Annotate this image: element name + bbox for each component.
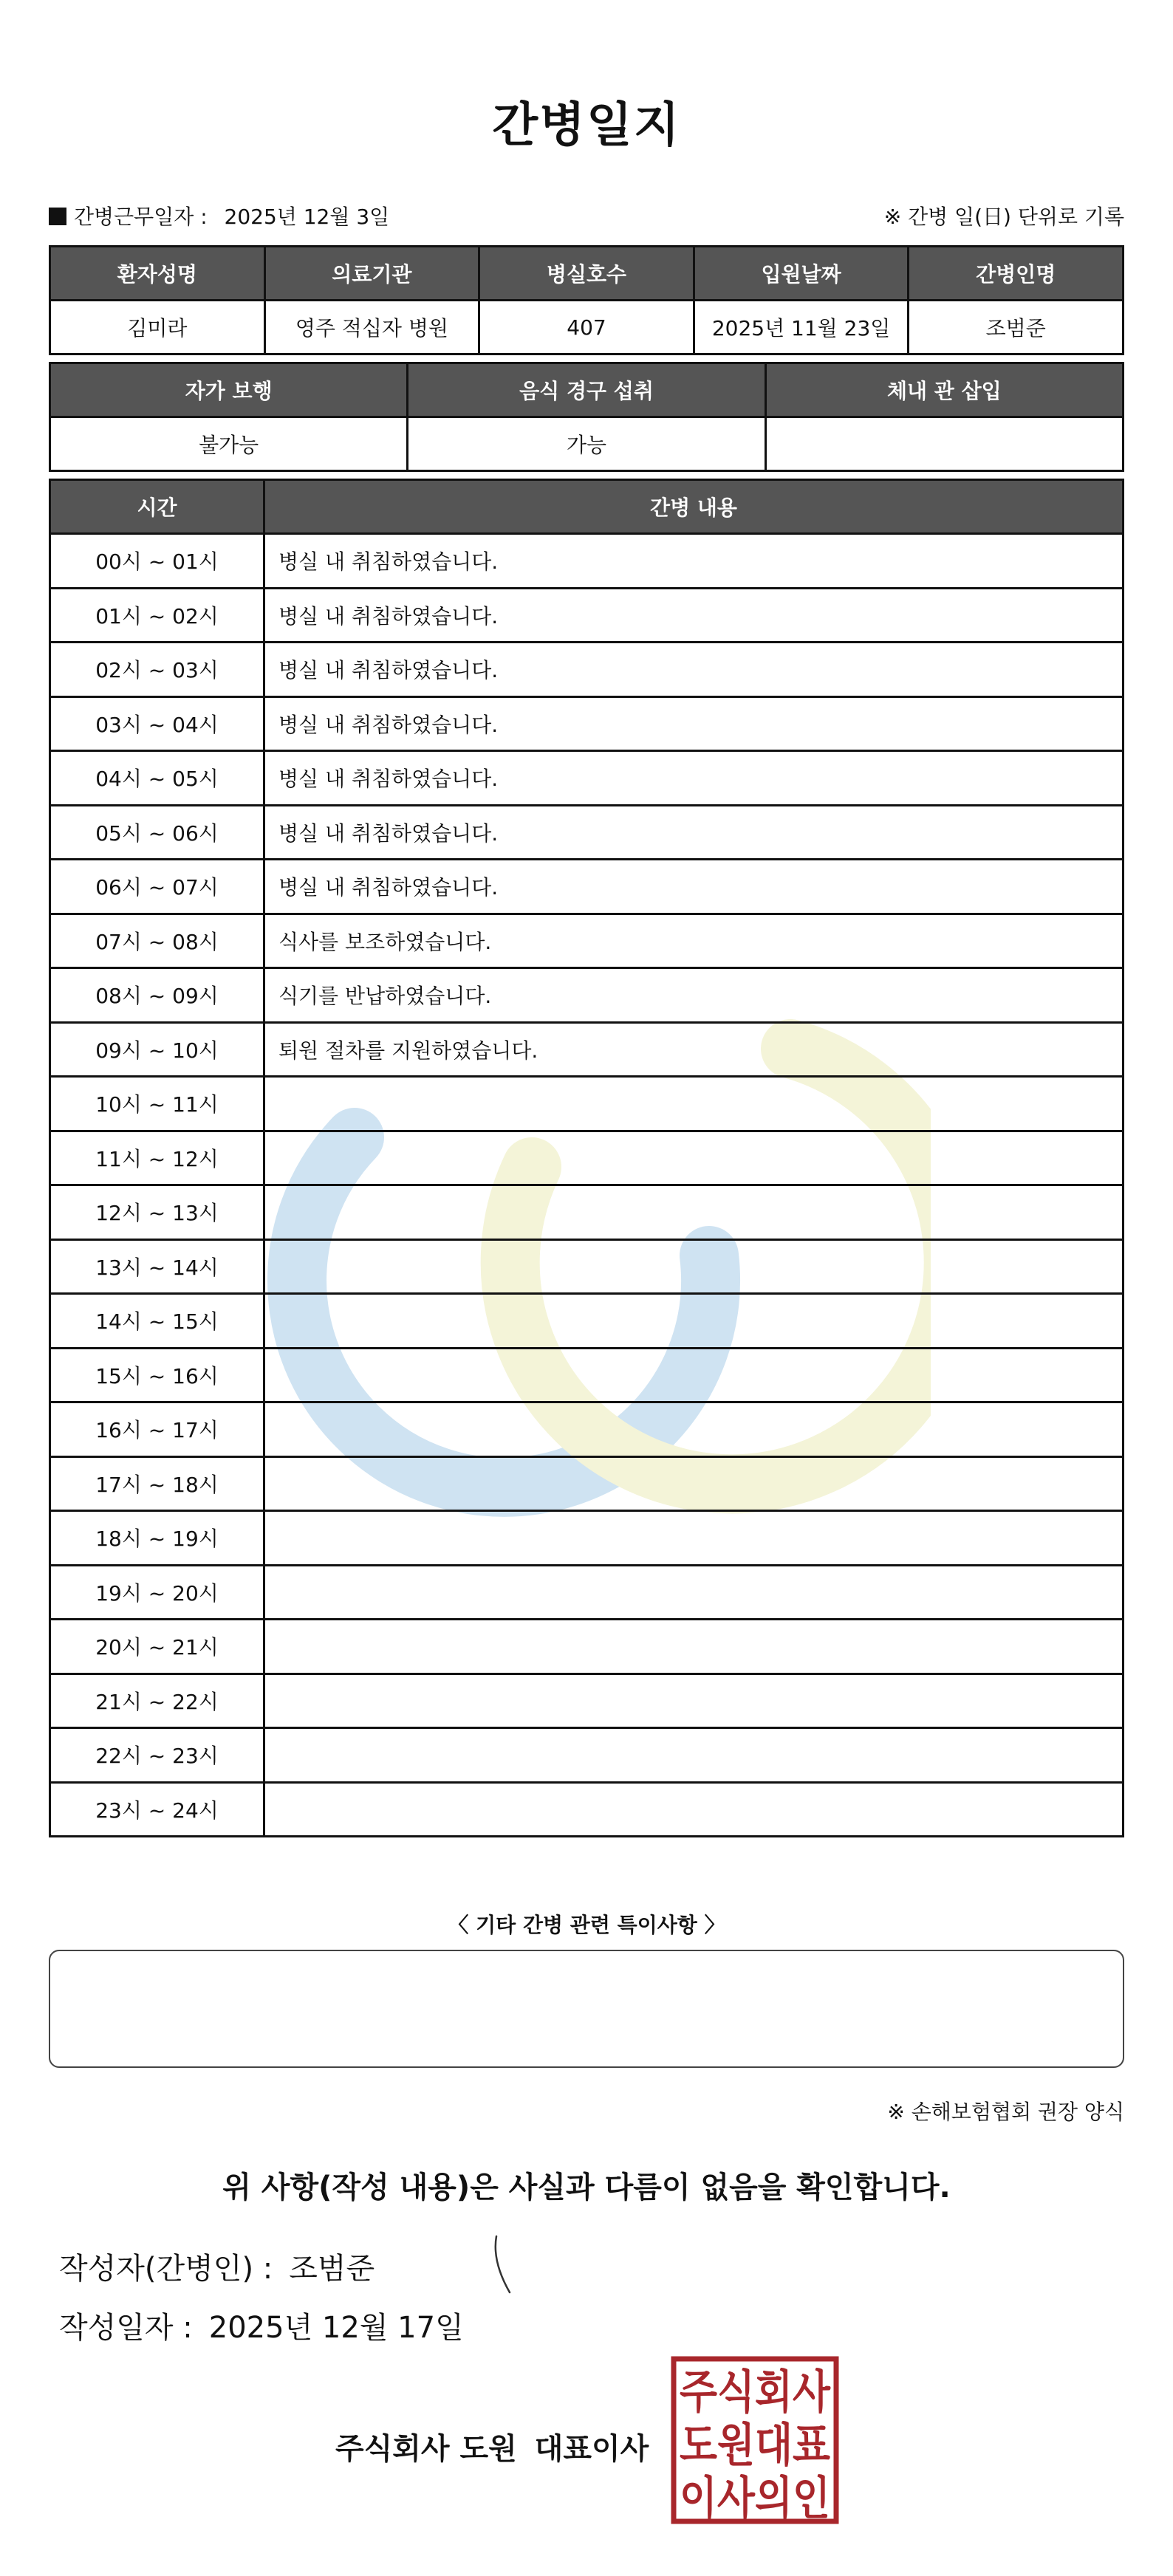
care-log-table [49, 479, 1124, 1837]
company-name: 주식회사 도원 [335, 2432, 517, 2466]
header-oral-intake: 음식 경구 섭취 [408, 363, 765, 417]
table-header-row [50, 363, 1124, 417]
care-content-cell[interactable] [264, 1782, 1124, 1837]
hospital-field[interactable]: 영주 적십자 병원 [264, 301, 479, 354]
care-content-cell[interactable] [264, 1565, 1124, 1620]
caregiver-name-field[interactable]: 조범준 [909, 301, 1124, 354]
table-row [50, 1511, 1124, 1566]
time-cell: 17시 ~ 18시 [50, 1456, 264, 1511]
oral-intake-field[interactable]: 가능 [408, 417, 765, 471]
table-row [50, 1185, 1124, 1240]
time-cell: 11시 ~ 12시 [50, 1131, 264, 1185]
writer-label: 작성자(간병인) : [59, 2252, 273, 2286]
table-row [50, 1131, 1124, 1185]
page-title: 간병일지 [492, 98, 681, 153]
header-admission-date: 입원날짜 [694, 247, 909, 301]
seal-line-2: 도원대표 [680, 2418, 831, 2472]
signature-mark [488, 2232, 517, 2298]
care-content-cell[interactable] [264, 1674, 1124, 1728]
time-cell: 05시 ~ 06시 [50, 805, 264, 860]
writer-line [59, 2245, 375, 2287]
special-notes-field[interactable] [49, 1950, 1124, 2068]
care-date-label: 간병근무일자 : [74, 205, 208, 229]
time-cell: 21시 ~ 22시 [50, 1674, 264, 1728]
care-content-cell[interactable] [264, 1239, 1124, 1294]
time-cell: 03시 ~ 04시 [50, 696, 264, 751]
care-content-cell[interactable]: 병실 내 취침하였습니다. [264, 643, 1124, 697]
header-hospital: 의료기관 [264, 247, 479, 301]
patient-status-table [49, 362, 1124, 472]
table-row [50, 417, 1124, 471]
table-row [50, 696, 1124, 751]
table-row [50, 1294, 1124, 1349]
header-room-number: 병실호수 [479, 247, 694, 301]
time-cell: 13시 ~ 14시 [50, 1239, 264, 1294]
recommendation-note: ※ 손해보험협회 권장 양식 [887, 2100, 1124, 2124]
table-row [50, 1782, 1124, 1837]
table-row [50, 860, 1124, 914]
time-cell: 14시 ~ 15시 [50, 1294, 264, 1349]
table-row [50, 1348, 1124, 1402]
time-cell: 09시 ~ 10시 [50, 1022, 264, 1077]
company-signature [335, 2425, 649, 2467]
seal-line-1: 주식회사 [680, 2365, 831, 2419]
time-cell: 10시 ~ 11시 [50, 1077, 264, 1131]
time-cell: 07시 ~ 08시 [50, 914, 264, 968]
time-cell: 20시 ~ 21시 [50, 1620, 264, 1674]
care-content-cell[interactable] [264, 1131, 1124, 1185]
time-cell: 15시 ~ 16시 [50, 1348, 264, 1402]
care-content-cell[interactable] [264, 1348, 1124, 1402]
care-date-value: 2025년 12월 3일 [224, 205, 390, 229]
table-row [50, 751, 1124, 806]
table-row [50, 1728, 1124, 1783]
header-care-content: 간병 내용 [264, 480, 1124, 534]
time-cell: 06시 ~ 07시 [50, 860, 264, 914]
table-row [50, 1402, 1124, 1457]
time-cell: 22시 ~ 23시 [50, 1728, 264, 1783]
header-time: 시간 [50, 480, 264, 534]
header-caregiver-name: 간병인명 [909, 247, 1124, 301]
patient-info-table [49, 245, 1124, 355]
header-patient-name: 환자성명 [50, 247, 265, 301]
table-row [50, 1456, 1124, 1511]
room-number-field[interactable]: 407 [479, 301, 694, 354]
company-title: 대표이사 [534, 2432, 649, 2466]
care-content-cell[interactable] [264, 1185, 1124, 1240]
company-seal [671, 2356, 839, 2524]
table-row [50, 1620, 1124, 1674]
care-content-cell[interactable]: 식기를 반납하였습니다. [264, 968, 1124, 1023]
table-row [50, 1239, 1124, 1294]
time-cell: 23시 ~ 24시 [50, 1782, 264, 1837]
table-row [50, 534, 1124, 589]
table-row [50, 1077, 1124, 1131]
care-content-cell[interactable] [264, 1620, 1124, 1674]
table-row [50, 1674, 1124, 1728]
care-content-cell[interactable] [264, 1077, 1124, 1131]
care-content-cell[interactable] [264, 1402, 1124, 1457]
care-content-cell[interactable] [264, 1511, 1124, 1566]
table-header-row [50, 480, 1124, 534]
care-content-cell[interactable]: 식사를 보조하였습니다. [264, 914, 1124, 968]
written-date-value[interactable]: 2025년 12월 17일 [208, 2311, 464, 2345]
table-row [50, 1565, 1124, 1620]
time-cell: 02시 ~ 03시 [50, 643, 264, 697]
special-notes-label: 〈 기타 간병 관련 특이사항 〉 [448, 1913, 725, 1937]
time-cell: 04시 ~ 05시 [50, 751, 264, 806]
seal-line-3: 이사의인 [680, 2471, 830, 2524]
care-content-cell[interactable]: 병실 내 취침하였습니다. [264, 860, 1124, 914]
time-cell: 19시 ~ 20시 [50, 1565, 264, 1620]
care-content-cell[interactable]: 병실 내 취침하였습니다. [264, 534, 1124, 589]
care-content-cell[interactable]: 병실 내 취침하였습니다. [264, 805, 1124, 860]
time-cell: 12시 ~ 13시 [50, 1185, 264, 1240]
table-row [50, 914, 1124, 968]
care-date [49, 201, 389, 230]
self-walking-field[interactable]: 불가능 [50, 417, 408, 471]
care-content-cell[interactable]: 병실 내 취침하였습니다. [264, 751, 1124, 806]
care-content-cell[interactable]: 병실 내 취침하였습니다. [264, 588, 1124, 643]
confirmation-statement: 위 사항(작성 내용)은 사실과 다름이 없음을 확인합니다. [222, 2171, 951, 2205]
written-date-label: 작성일자 : [59, 2311, 193, 2345]
time-cell: 08시 ~ 09시 [50, 968, 264, 1023]
table-row [50, 1022, 1124, 1077]
table-header-row [50, 247, 1124, 301]
care-content-cell[interactable] [264, 1294, 1124, 1349]
header-self-walking: 자가 보행 [50, 363, 408, 417]
written-date-line [59, 2304, 464, 2346]
admission-date-field[interactable]: 2025년 11월 23일 [694, 301, 909, 354]
table-row [50, 643, 1124, 697]
patient-name-field[interactable]: 김미라 [50, 301, 265, 354]
time-cell: 01시 ~ 02시 [50, 588, 264, 643]
tube-insertion-field[interactable] [765, 417, 1123, 471]
square-bullet-icon [49, 208, 66, 225]
care-content-cell[interactable]: 퇴원 절차를 지원하였습니다. [264, 1022, 1124, 1077]
care-content-cell[interactable]: 병실 내 취침하였습니다. [264, 696, 1124, 751]
meta-row [49, 201, 1124, 233]
time-cell: 00시 ~ 01시 [50, 534, 264, 589]
table-row [50, 301, 1124, 354]
time-cell: 18시 ~ 19시 [50, 1511, 264, 1566]
care-content-cell[interactable] [264, 1728, 1124, 1783]
table-row [50, 968, 1124, 1023]
care-content-cell[interactable] [264, 1456, 1124, 1511]
writer-name[interactable]: 조범준 [289, 2252, 375, 2286]
table-row [50, 588, 1124, 643]
table-row [50, 805, 1124, 860]
time-cell: 16시 ~ 17시 [50, 1402, 264, 1457]
header-tube-insertion: 체내 관 삽입 [765, 363, 1123, 417]
record-note: ※ 간병 일(日) 단위로 기록 [883, 205, 1124, 229]
